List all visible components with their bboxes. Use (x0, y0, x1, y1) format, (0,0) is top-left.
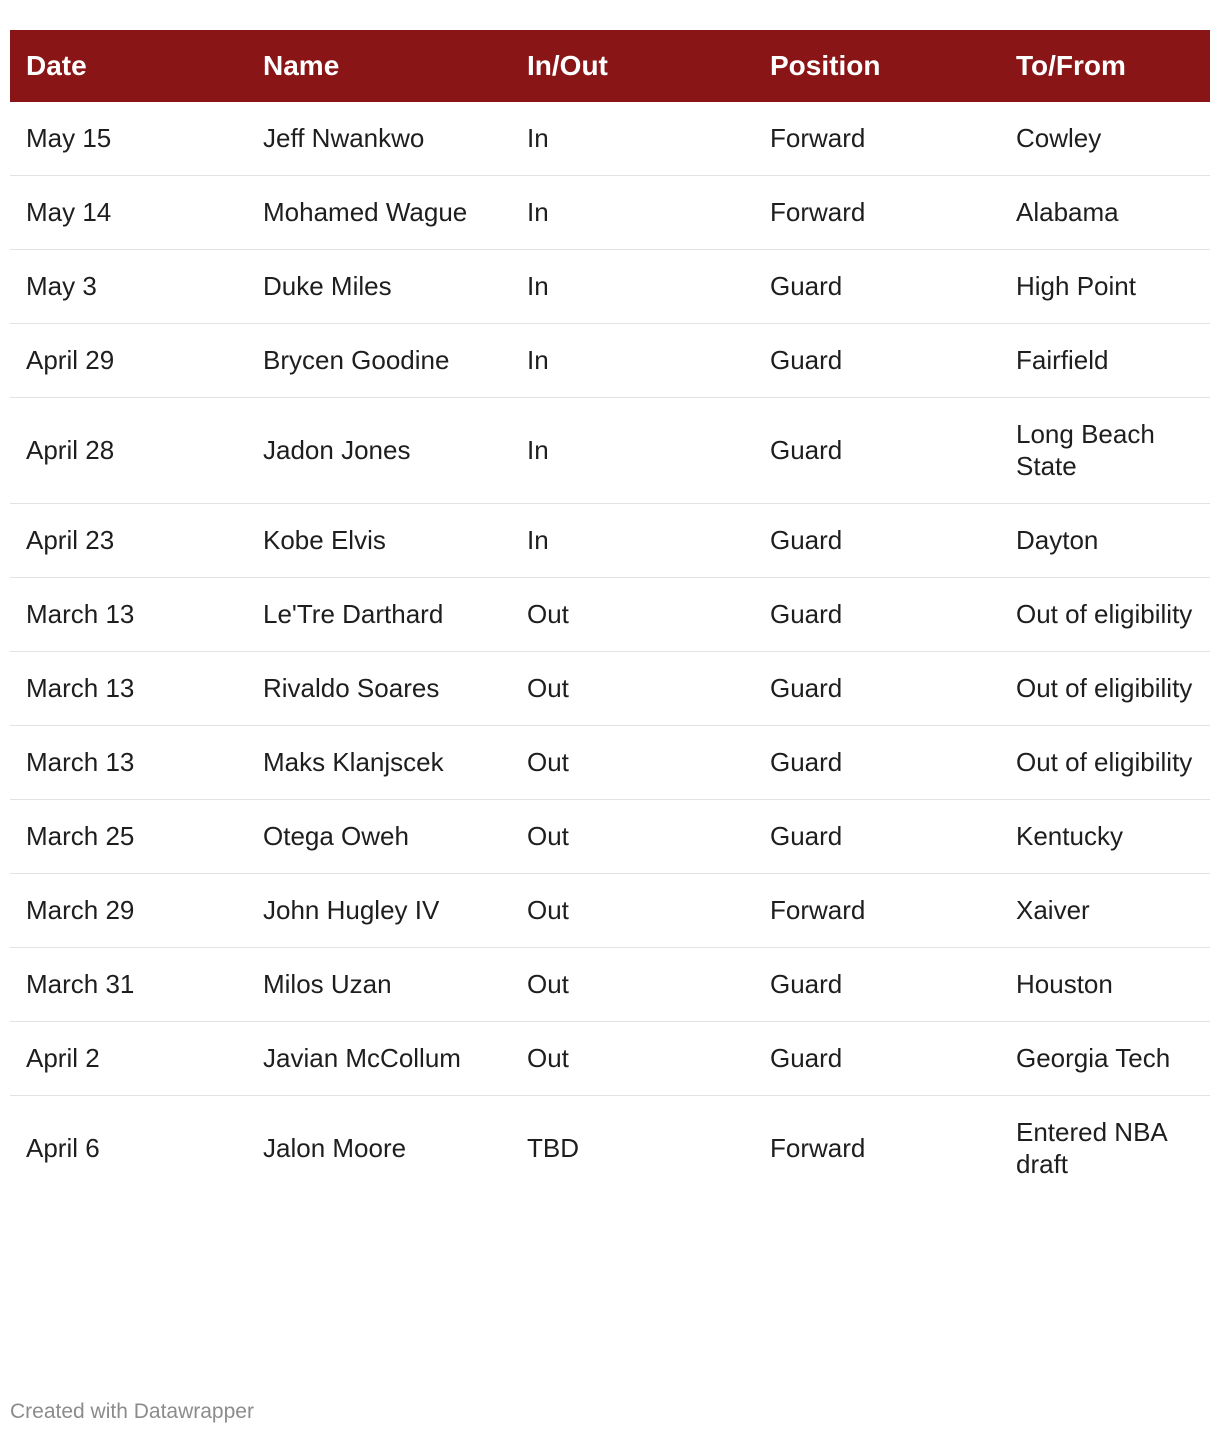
cell-in-out: In (511, 504, 754, 578)
cell-in-out: In (511, 102, 754, 176)
cell-date: April 2 (10, 1022, 247, 1096)
table-row (10, 652, 1210, 726)
cell-to-from: Out of eligibility (1000, 726, 1210, 800)
cell-position: Guard (754, 324, 1000, 398)
table-row (10, 102, 1210, 176)
cell-name: Brycen Goodine (247, 324, 511, 398)
table-row (10, 504, 1210, 578)
cell-name: Milos Uzan (247, 948, 511, 1022)
cell-to-from: Cowley (1000, 102, 1210, 176)
cell-to-from: High Point (1000, 250, 1210, 324)
cell-in-out: In (511, 398, 754, 504)
cell-name: Rivaldo Soares (247, 652, 511, 726)
cell-name: Duke Miles (247, 250, 511, 324)
table-row (10, 1022, 1210, 1096)
cell-to-from: Entered NBA draft (1016, 1117, 1167, 1179)
cell-position: Guard (754, 504, 1000, 578)
cell-name: Jeff Nwankwo (247, 102, 511, 176)
cell-date: May 15 (10, 102, 247, 176)
cell-date: May 14 (10, 176, 247, 250)
cell-in-out: Out (511, 578, 754, 652)
cell-name: Kobe Elvis (247, 504, 511, 578)
transfer-table-container (10, 30, 1210, 1201)
table-row (10, 324, 1210, 398)
cell-date: April 28 (10, 398, 247, 504)
cell-date: March 31 (10, 948, 247, 1022)
cell-to-from: Out of eligibility (1000, 578, 1210, 652)
cell-name: John Hugley IV (247, 874, 511, 948)
cell-position: Forward (770, 1133, 866, 1163)
cell-position: Guard (754, 726, 1000, 800)
cell-to-from: Kentucky (1000, 800, 1210, 874)
table-row (10, 398, 1210, 504)
cell-in-out: Out (511, 800, 754, 874)
cell-position: Forward (754, 874, 1000, 948)
cell-in-out: Out (511, 874, 754, 948)
cell-position: Guard (754, 250, 1000, 324)
cell-date: March 13 (10, 726, 247, 800)
cell-in-out: Out (511, 948, 754, 1022)
cell-to-from: Georgia Tech (1000, 1022, 1210, 1096)
cell-date: April 29 (10, 324, 247, 398)
cell-in-out: Out (511, 652, 754, 726)
table-row (10, 250, 1210, 324)
column-header-to-from[interactable]: To/From (1000, 30, 1210, 102)
cell-name: Le'Tre Darthard (247, 578, 511, 652)
cell-date: May 3 (10, 250, 247, 324)
table-row (10, 874, 1210, 948)
cell-date: March 29 (10, 874, 247, 948)
column-header-name[interactable]: Name (247, 30, 511, 102)
cell-position: Guard (754, 948, 1000, 1022)
cell-date: March 13 (10, 578, 247, 652)
cell-position: Guard (754, 578, 1000, 652)
cell-in-out: In (511, 324, 754, 398)
table-row (10, 176, 1210, 250)
cell-name: Maks Klanjscek (247, 726, 511, 800)
cell-position: Guard (754, 652, 1000, 726)
cell-to-from: Alabama (1000, 176, 1210, 250)
table-row (10, 726, 1210, 800)
column-header-date[interactable]: Date (10, 30, 247, 102)
cell-name: Jalon Moore (263, 1133, 407, 1163)
table-row (10, 948, 1210, 1022)
datawrapper-credit: Created with Datawrapper (10, 1400, 254, 1423)
cell-position: Guard (754, 1022, 1000, 1096)
header-row (10, 30, 1210, 102)
cell-position: Guard (754, 800, 1000, 874)
cell-date: March 13 (10, 652, 247, 726)
cell-in-out: Out (511, 726, 754, 800)
cell-name: Javian McCollum (247, 1022, 511, 1096)
cell-in-out: TBD (527, 1133, 579, 1163)
column-header-in-out[interactable]: In/Out (511, 30, 754, 102)
table-row (10, 800, 1210, 874)
cell-date: March 25 (10, 800, 247, 874)
cell-in-out: In (511, 250, 754, 324)
table-row (10, 1096, 1210, 1202)
cell-to-from: Fairfield (1000, 324, 1210, 398)
cell-to-from: Out of eligibility (1000, 652, 1210, 726)
column-header-position[interactable]: Position (754, 30, 1000, 102)
cell-to-from: Dayton (1000, 504, 1210, 578)
table-header (10, 30, 1210, 102)
table-row (10, 578, 1210, 652)
cell-date: April 6 (26, 1133, 100, 1163)
cell-position: Forward (754, 102, 1000, 176)
cell-position: Guard (754, 398, 1000, 504)
cell-to-from: Long Beach State (1000, 398, 1210, 504)
cell-to-from: Houston (1000, 948, 1210, 1022)
cell-in-out: Out (511, 1022, 754, 1096)
cell-position: Forward (754, 176, 1000, 250)
cell-name: Jadon Jones (247, 398, 511, 504)
cell-in-out: In (511, 176, 754, 250)
cell-date: April 23 (10, 504, 247, 578)
cell-to-from: Xaiver (1000, 874, 1210, 948)
table-body (10, 102, 1210, 1201)
transfer-table (10, 30, 1210, 1201)
cell-name: Mohamed Wague (247, 176, 511, 250)
cell-name: Otega Oweh (247, 800, 511, 874)
